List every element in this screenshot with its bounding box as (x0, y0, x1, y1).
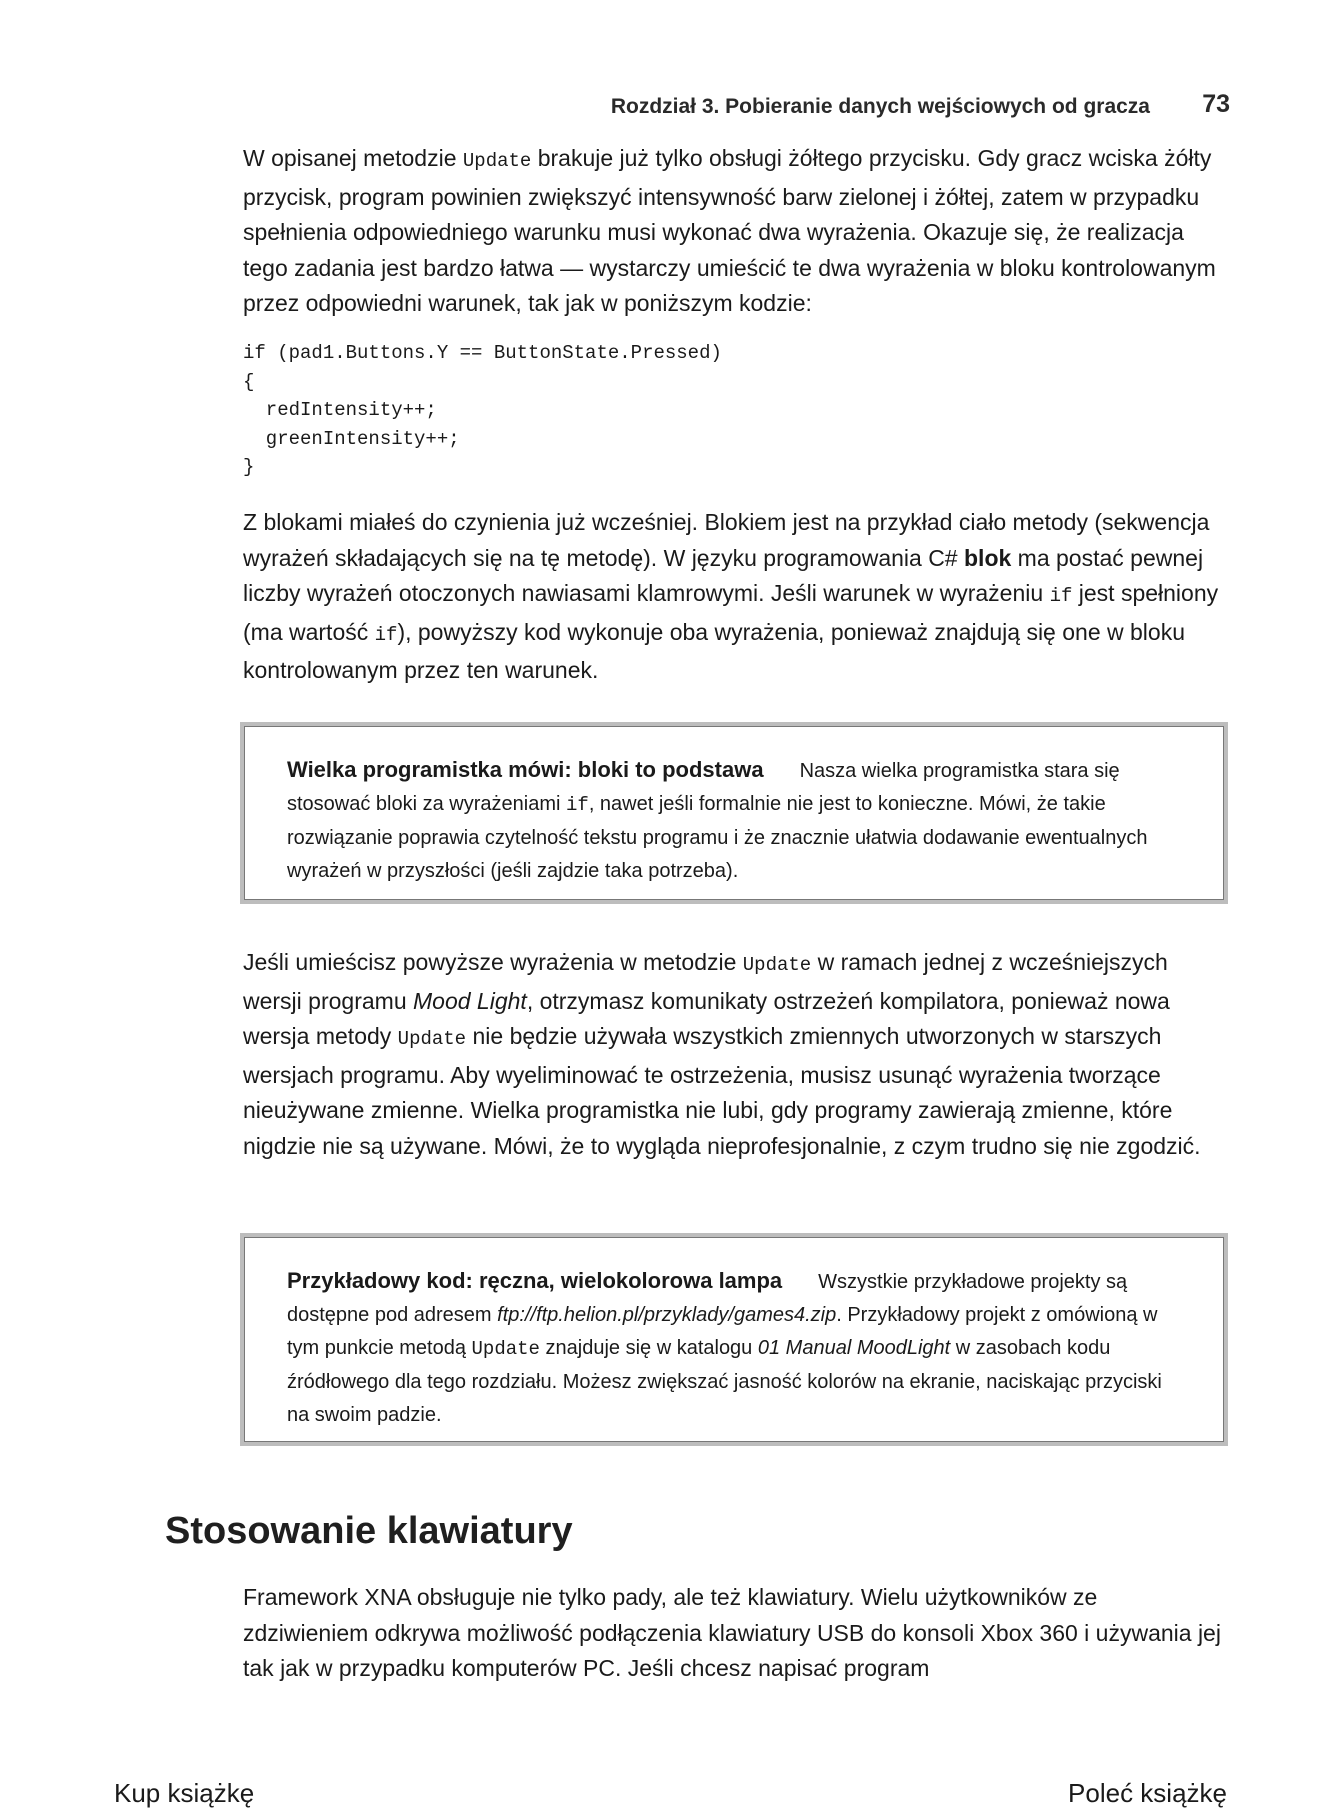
paragraph-3: Jeśli umieścisz powyższe wyrażenia w metodzie Update w ramach jednej z wcześniejszych wersji programu Mood Light, otrzymasz komunikaty ostrzeżeń kompilatora, ponieważ nowa wersja metody Update nie będzie używała wszystkich zmiennych utworzonych w starszych wersjach programu. Aby wyeliminować te ostrzeżenia, musisz usunąć wyrażenia tworzące nieużywane zmienne. Wielka programistka nie lubi, gdy programy zawierają zmienne, które nigdzie nie są używane. Mówi, że to wygląda nieprofesjonalnie, z czym trudno się nie zgodzić. (243, 949, 1201, 1159)
paragraph-2: Z blokami miałeś do czynienia już wcześniej. Blokiem jest na przykład ciało metody (sekwencja wyrażeń składających się na tę metodę). W języku programowania C# blok ma postać pewnej liczby wyrażeń otoczonych nawiasami klamrowymi. Jeśli warunek w wyrażeniu if jest spełniony (ma wartość if), powyższy kod wykonuje oba wyrażenia, ponieważ znajdują się one w bloku kontrolowanym przez ten warunek. (243, 509, 1219, 683)
inline-code: if (1049, 585, 1073, 607)
chapter-title: Rozdział 3. Pobieranie danych wejściowych od gracza (610, 95, 1150, 118)
program-name: Mood Light (413, 987, 527, 1014)
paragraph-4: Framework XNA obsługuje nie tylko pady, ale też klawiatury. Wielu użytkowników ze zdziwieniem odkrywa możliwość podłączenia klawiatury USB do konsoli Xbox 360 i używania jej tak jak w przypadku komputerów PC. Jeśli chcesz napisać program (243, 1584, 1221, 1681)
recommend-book-link[interactable]: Poleć książkę (1068, 1778, 1227, 1808)
ftp-address: ftp://ftp.helion.pl/przyklady/games4.zip (497, 1304, 837, 1326)
term-blok: blok (964, 544, 1012, 571)
inline-code: if (374, 623, 398, 646)
inline-code: Update (462, 150, 532, 172)
note-text: Wielka programistka mówi: bloki to podstawa Nasza wielka programistka stara się stosować bloki za wyrażeniami if, nawet jeśli formalnie nie jest to konieczne. Mówi, że takie rozwiązanie poprawia czytelność tekstu programu i że znacznie ułatwia dodawanie ewentualnych wyrażeń w przyszłości (jeśli zajdzie taka potrzeba). (287, 757, 1148, 882)
note-box-sample-code (240, 1233, 1228, 1446)
note-text: Przykładowy kod: ręczna, wielokolorowa lampa Wszystkie przykładowe projekty są dostępne pod adresem ftp://ftp.helion.pl/przyklady/games4.zip. Przykładowy projekt z omówioną w tym punkcie metodą Update znajduje się w katalogu 01 Manual MoodLight w zasobach kodu źródłowego dla tego rozdziału. Możesz zwiększać jasność kolorów na ekranie, naciskając przyciski na swoim padzie. (287, 1268, 1162, 1426)
note-box-blocks (240, 722, 1228, 904)
inline-code: Update (471, 1338, 540, 1360)
section-heading: Stosowanie klawiatury (165, 1510, 573, 1552)
inline-code: Update (742, 954, 812, 976)
code-block: if (pad1.Buttons.Y == ButtonState.Pressed) { redIntensity++; greenIntensity++; } (243, 342, 722, 478)
note-label: Przykładowy kod: ręczna, wielokolorowa lampa (287, 1268, 783, 1293)
paragraph-1: W opisanej metodzie Update brakuje już tylko obsługi żółtego przycisku. Gdy gracz wciska żółty przycisk, program powinien zwiększyć intensywność barw zielonej i żółtej, zatem w przypadku spełnienia odpowiedniego warunku musi wykonać dwa wyrażenia. Okazuje się, że realizacja tego zadania jest bardzo łatwa — wystarczy umieścić te dwa wyrażenia w bloku kontrolowanym przez odpowiedni warunek, tak jak w poniższym kodzie: (243, 145, 1216, 316)
running-head (560, 90, 1230, 120)
buy-book-link[interactable]: Kup książkę (114, 1778, 255, 1808)
folder-name: 01 Manual MoodLight (757, 1337, 951, 1359)
page-number: 73 (1202, 90, 1230, 118)
note-label: Wielka programistka mówi: bloki to podstawa (287, 757, 764, 782)
inline-code: if (566, 794, 589, 816)
inline-code: Update (397, 1028, 467, 1050)
